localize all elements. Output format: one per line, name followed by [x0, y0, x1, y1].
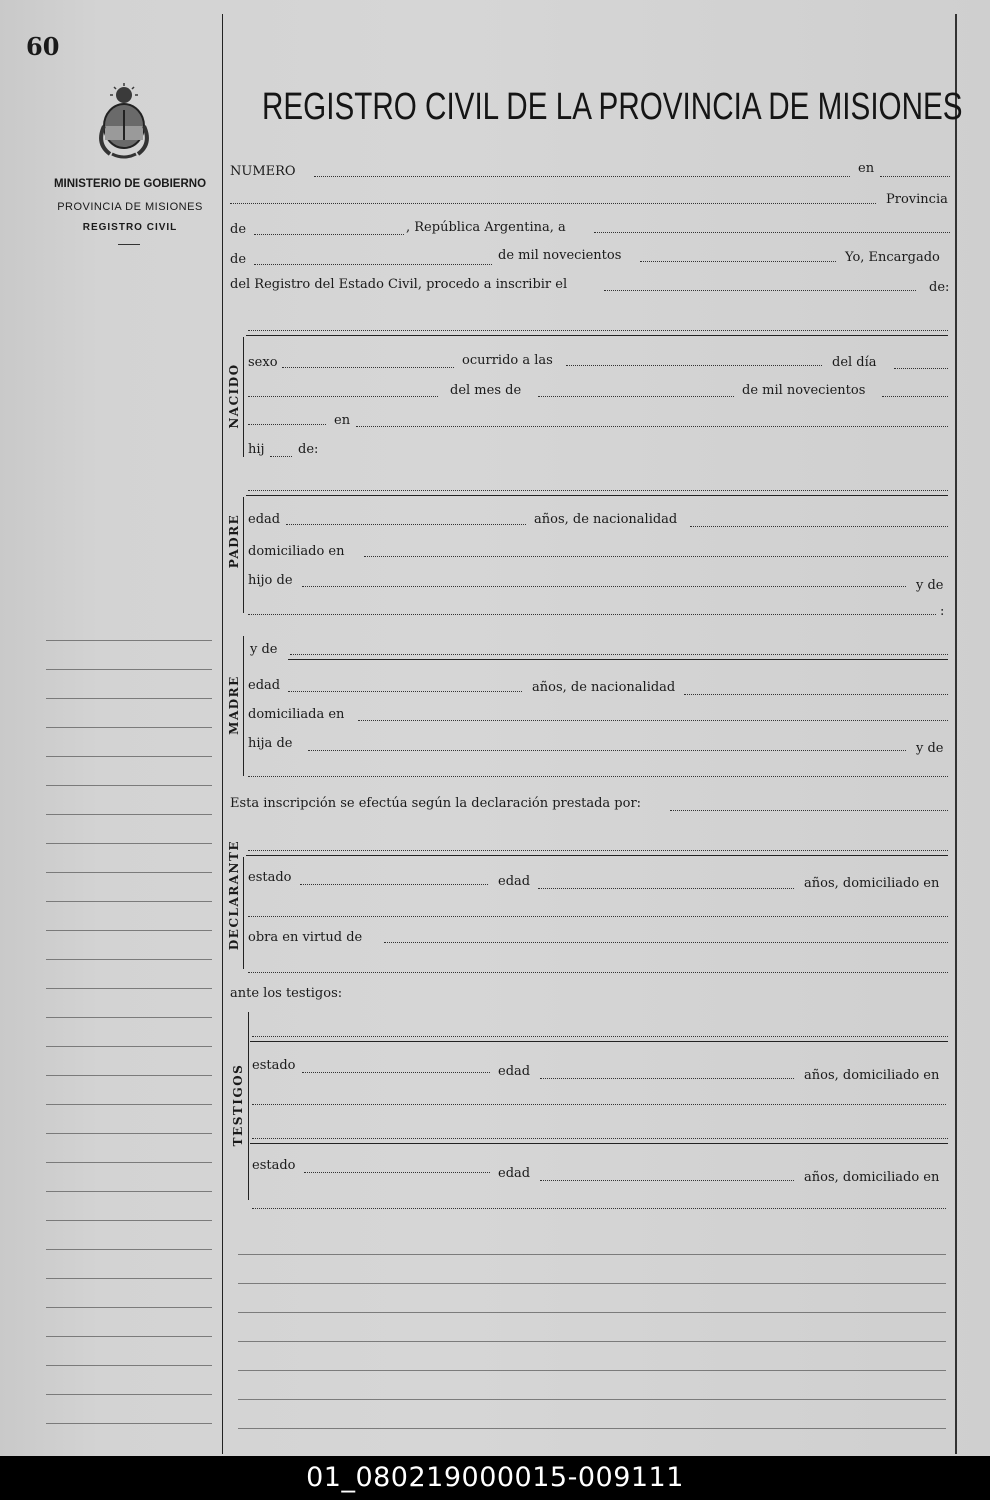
padre-anos-label: años, de nacionalidad	[534, 512, 678, 527]
yo-label: Yo, Encargado	[845, 250, 940, 265]
madre-extra-line	[248, 776, 948, 777]
testigo2-edad-line	[540, 1180, 794, 1181]
hij-de-label: de:	[298, 442, 319, 457]
testigo2-name-line	[252, 1138, 948, 1139]
padre-domicilio-line	[364, 556, 948, 557]
nacido-label: NACIDO	[227, 363, 241, 429]
testigo1-estado-label: estado	[252, 1058, 296, 1073]
madre-name-line	[290, 654, 948, 655]
declarante-estado-line	[300, 884, 488, 885]
lugar-line-1	[248, 424, 326, 425]
madre-domicilio-line	[358, 720, 948, 721]
inscribir-line	[604, 290, 916, 291]
padre-extra-line	[248, 614, 936, 615]
right-border	[955, 14, 957, 1454]
heading-divider	[118, 244, 140, 245]
testigo2-anos-label: años, domiciliado en	[804, 1170, 940, 1185]
padre-domiciliado-label: domiciliado en	[248, 544, 345, 559]
testigo2-rule	[250, 1143, 948, 1144]
madre-rule	[288, 659, 948, 660]
padre-edad-label: edad	[248, 512, 281, 527]
sexo-label: sexo	[248, 355, 278, 370]
declarante-anos-label: años, domiciliado en	[804, 876, 940, 891]
ocurrido-label: ocurrido a las	[462, 353, 553, 368]
declarante-rule	[246, 855, 948, 856]
madre-edad-line	[288, 691, 522, 692]
declarante-extra-line	[248, 972, 948, 973]
provincia-label: Provincia	[886, 192, 948, 207]
page-title: REGISTRO CIVIL DE LA PROVINCIA DE MISIONES	[262, 86, 963, 128]
registry-heading: REGISTRO CIVIL	[82, 222, 178, 233]
declaracion-line	[670, 810, 948, 811]
padre-edad-line	[286, 524, 526, 525]
declarante-domicilio-line	[248, 916, 948, 917]
testigos-intro-label: ante los testigos:	[230, 986, 343, 1001]
numero-line	[314, 176, 850, 177]
nacido-bracket	[243, 337, 244, 457]
lugar-line-2	[356, 426, 948, 427]
testigo1-name-line	[252, 1036, 948, 1037]
de-mil-line	[640, 261, 836, 262]
dia-line	[894, 368, 948, 369]
declarante-edad-line	[538, 888, 794, 889]
madre-label: MADRE	[227, 675, 241, 735]
declaracion-label: Esta inscripción se efectúa según la declaración prestada por:	[230, 796, 642, 811]
hij-line	[270, 456, 292, 457]
de-colon-label: de:	[929, 280, 950, 295]
de-line-1	[254, 234, 404, 235]
notes-lines	[238, 1226, 946, 1452]
madre-y-de-label: y de	[250, 642, 278, 657]
republica-line	[594, 232, 950, 233]
madre-edad-label: edad	[248, 678, 281, 693]
del-dia-label: del día	[832, 355, 877, 370]
testigo1-edad-label: edad	[498, 1064, 531, 1079]
province-heading: PROVINCIA DE MISIONES	[57, 201, 203, 213]
declarante-label: DECLARANTE	[227, 839, 241, 951]
declarante-name-line	[248, 850, 948, 851]
page-number: 60	[26, 32, 60, 61]
del-mes-label: del mes de	[450, 383, 522, 398]
testigo2-domicilio-line	[252, 1208, 946, 1209]
testigo1-edad-line	[540, 1078, 794, 1079]
testigo2-edad-label: edad	[498, 1166, 531, 1181]
testigo1-estado-line	[302, 1072, 490, 1073]
numero-label: NUMERO	[230, 164, 296, 179]
margin-rule	[222, 14, 223, 1454]
padre-hijo-line	[302, 586, 906, 587]
padre-rule	[246, 495, 948, 496]
republica-label: , República Argentina, a	[406, 220, 566, 235]
testigos-bracket	[248, 1012, 249, 1200]
madre-hija-line	[308, 750, 906, 751]
madre-y-de-end-label: y de	[916, 741, 944, 756]
nacido-name-line	[248, 330, 948, 331]
nacido-rule	[246, 335, 948, 336]
anio-line	[882, 396, 948, 397]
testigo2-estado-label: estado	[252, 1158, 296, 1173]
declarante-bracket	[243, 857, 244, 969]
dia-cont-line	[248, 396, 438, 397]
padre-nacionalidad-line	[690, 526, 948, 527]
padre-y-de-label: y de	[916, 578, 944, 593]
madre-bracket	[243, 636, 244, 776]
nacido-en-label: en	[334, 413, 351, 428]
sexo-line	[282, 367, 454, 368]
margin-notes	[46, 612, 212, 1452]
de-label-1: de	[230, 222, 247, 237]
de-line-2	[254, 264, 492, 265]
madre-hija-de-label: hija de	[248, 736, 293, 751]
testigo1-domicilio-line	[252, 1104, 946, 1105]
coat-of-arms-icon	[92, 82, 156, 162]
madre-nacionalidad-line	[684, 694, 948, 695]
ocurrido-line	[566, 365, 822, 366]
declarante-estado-label: estado	[248, 870, 292, 885]
provincia-line	[230, 203, 876, 204]
testigo2-estado-line	[304, 1172, 490, 1173]
padre-bracket	[243, 497, 244, 613]
en-label: en	[858, 161, 875, 176]
ministry-heading: MINISTERIO DE GOBIERNO	[53, 178, 207, 190]
declarante-edad-label: edad	[498, 874, 531, 889]
padre-hijo-de-label: hijo de	[248, 573, 293, 588]
declarante-obra-line	[384, 942, 948, 943]
madre-anos-label: años, de nacionalidad	[532, 680, 676, 695]
testigo1-rule	[250, 1041, 948, 1042]
de-label-2: de	[230, 252, 247, 267]
declarante-obra-label: obra en virtud de	[248, 930, 363, 945]
padre-name-line	[248, 490, 948, 491]
nacido-de-mil-label: de mil novecientos	[742, 383, 866, 398]
del-registro-label: del Registro del Estado Civil, procedo a inscribir el	[230, 277, 568, 292]
de-mil-label: de mil novecientos	[498, 248, 622, 263]
hij-label: hij	[248, 442, 265, 457]
en-line	[880, 176, 950, 177]
testigos-label: TESTIGOS	[231, 1063, 245, 1147]
madre-domiciliada-label: domiciliada en	[248, 707, 345, 722]
testigo1-anos-label: años, domiciliado en	[804, 1068, 940, 1083]
padre-colon: :	[940, 604, 945, 619]
mes-line	[538, 396, 734, 397]
image-caption: 01_080219000015-009111	[0, 1456, 990, 1500]
padre-label: PADRE	[227, 513, 241, 569]
